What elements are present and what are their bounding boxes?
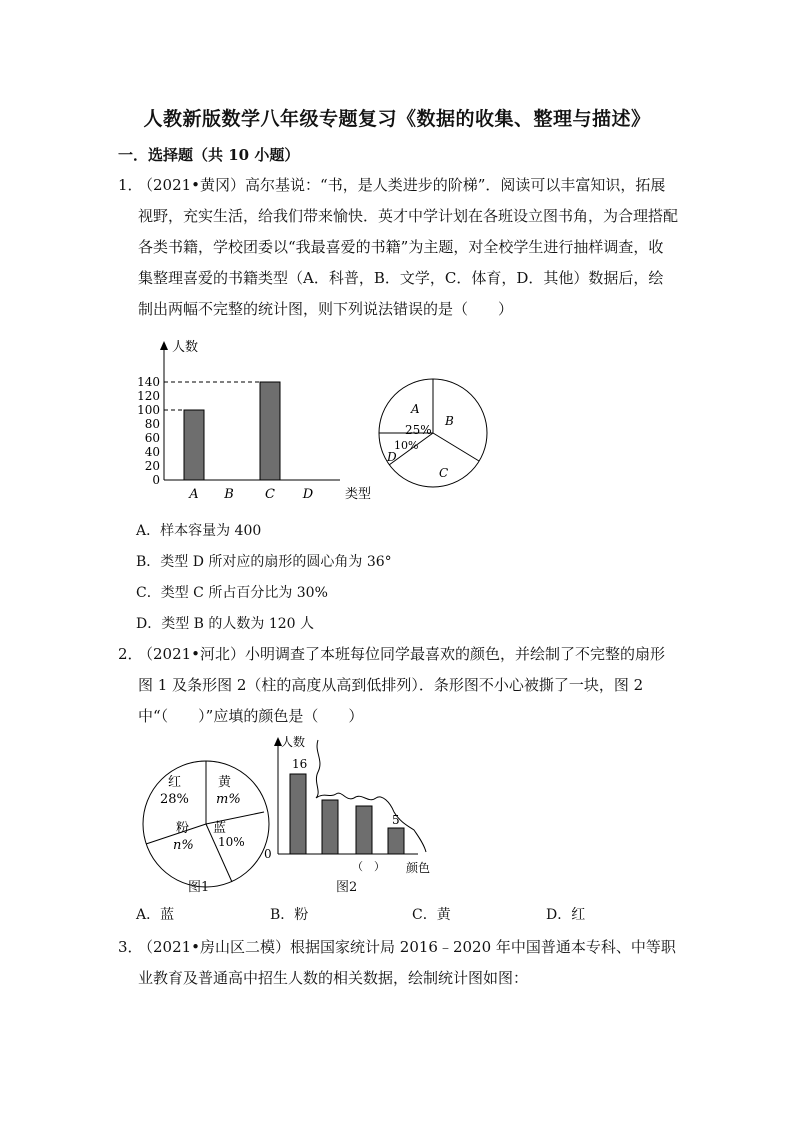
bar-value-16: 16: [292, 757, 308, 771]
x-tick: D: [302, 487, 314, 502]
bar-chart-colors: [258, 732, 448, 878]
section-heading: 一．选择题（共 10 小题）: [118, 146, 300, 164]
x-axis-label: 颜色: [406, 861, 431, 875]
y-tick: 140: [137, 375, 160, 389]
pie-chart-books: [375, 375, 491, 495]
bar-2: [322, 800, 338, 854]
y-tick: 0: [152, 473, 160, 487]
question-number: 2．: [118, 645, 143, 663]
question-1: [118, 170, 678, 325]
x-axis-label: 类型: [345, 487, 372, 502]
question-text: （2021•河北）小明调查了本班每位同学最喜欢的颜色，并绘制了不完整的扇形图 1 及条形图 2（柱的高度从高到低排列）．条形图不小心被撕了一块，图 2 中“（ ）”应填的颜色是（ ）: [138, 645, 666, 725]
y-tick: 120: [137, 389, 160, 403]
pie-label-pink: 粉: [176, 821, 190, 836]
bar-1: [290, 774, 306, 854]
bar-a: [184, 410, 204, 480]
question-number: 3．: [118, 938, 143, 956]
x-tick: C: [265, 487, 275, 502]
y-tick: 100: [137, 403, 160, 417]
q1-option-a: A．样本容量为 400: [136, 523, 262, 539]
pie-label-red-pct: 28%: [160, 792, 189, 807]
x-tick: A: [189, 487, 199, 502]
question-2: [118, 639, 678, 732]
pie-label-yellow-pct: m%: [216, 792, 241, 807]
pie-label-yellow: 黄: [218, 775, 232, 790]
bar-value-5: 5: [392, 813, 400, 827]
q2-option-d: D．红: [546, 907, 586, 923]
y-axis-label: 人数: [172, 340, 199, 355]
q1-option-d: D．类型 B 的人数为 120 人: [136, 616, 315, 632]
figure-caption-2: 图2: [336, 880, 358, 895]
bar-4: [388, 828, 404, 854]
question-3: [118, 932, 678, 994]
question-text: （2021•黄冈）高尔基说：“书，是人类进步的阶梯”．阅读可以丰富知识，拓展视野，充实生活，给我们带来愉快．英才中学计划在各班设立图书角，为合理搭配各类书籍，学校团委以“我最喜爱的书籍”为主题，对全校学生进行抽样调查，收集整理喜爱的书籍类型（A．科普，B．文学，C．体育，D．其他）数据后，绘制出两幅不完整的统计图，则下列说法错误的是（ ）: [138, 176, 679, 318]
pie-label-pink-pct: n%: [173, 838, 194, 853]
q2-option-c: C．黄: [412, 907, 451, 923]
page-title: 人教新版数学八年级专题复习《数据的收集、整理与描述》: [143, 108, 651, 130]
q2-option-b: B．粉: [270, 907, 309, 923]
pie-label-a: A: [411, 402, 420, 416]
y-ticks: [137, 375, 160, 487]
q1-option-b: B．类型 D 所对应的扇形的圆心角为 36°: [136, 554, 392, 570]
y-tick: 20: [144, 459, 160, 473]
bar-3: [356, 806, 372, 854]
pie-label-d: D: [387, 450, 397, 464]
pie-label-d-pct: 10%: [394, 439, 419, 452]
pie-label-c: C: [439, 466, 449, 480]
pie-label-blue: 蓝: [213, 821, 227, 836]
y-axis-arrow: [160, 341, 168, 350]
question-text: （2021•房山区二模）根据国家统计局 2016﹣2020 年中国普通本专科、中等职业教育及普通高中招生人数的相关数据，绘制统计图如图：: [138, 938, 676, 987]
bar-chart-books: [137, 338, 380, 506]
q2-option-a: A．蓝: [136, 907, 175, 923]
pie-chart-colors: [140, 758, 270, 892]
y-tick: 60: [144, 431, 160, 445]
bar-c: [260, 382, 280, 480]
y-tick: 80: [144, 417, 160, 431]
figure-caption-1: 图1: [188, 880, 210, 895]
blank-label: （ ）: [352, 860, 385, 873]
x-tick: B: [224, 487, 234, 502]
pie-label-blue-pct: 10%: [218, 835, 245, 849]
origin-label: 0: [264, 847, 272, 861]
y-axis-label: 人数: [281, 735, 306, 749]
y-tick: 40: [144, 445, 160, 459]
q1-option-c: C．类型 C 所占百分比为 30%: [136, 585, 328, 601]
pie-label-a-pct: 25%: [405, 423, 432, 437]
question-number: 1．: [118, 176, 143, 194]
pie-label-b: B: [445, 414, 454, 428]
pie-label-red: 红: [168, 775, 182, 790]
